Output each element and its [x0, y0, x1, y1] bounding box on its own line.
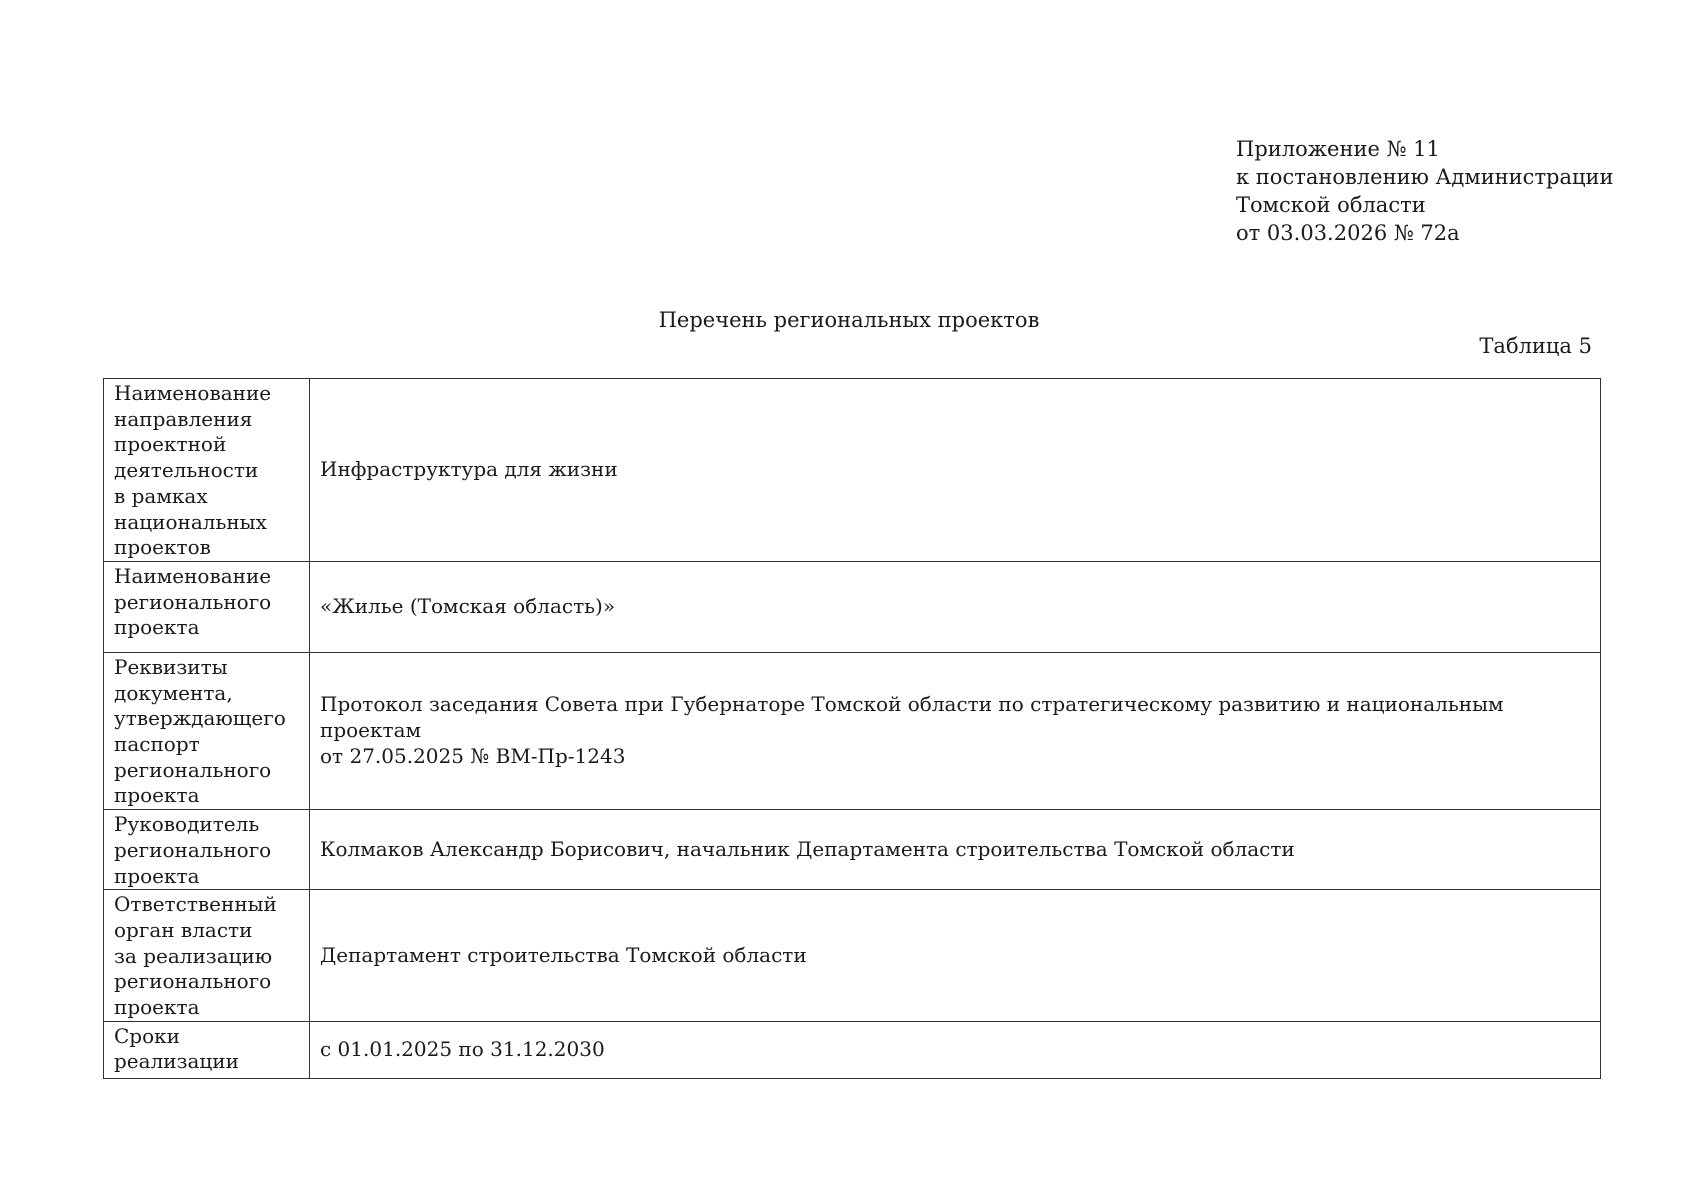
- row-label: Наименование регионального проекта: [104, 561, 310, 652]
- table-row: [104, 1021, 1601, 1078]
- row-label: Ответственный орган власти за реализацию регионального проекта: [104, 890, 310, 1022]
- table-row: [104, 561, 1601, 652]
- annex-reference: [1236, 135, 1614, 247]
- row-label: Сроки реализации: [104, 1021, 310, 1078]
- row-value: «Жилье (Томская область)»: [310, 561, 1601, 652]
- table-row: [104, 652, 1601, 809]
- regional-projects-table: [103, 378, 1601, 1079]
- table-row: [104, 810, 1601, 890]
- row-value: Протокол заседания Совета при Губернаторе Томской области по стратегическому развитию и национальным проектам от 27.05.2025 № ВМ-Пр-1243: [310, 652, 1601, 809]
- table-row: [104, 379, 1601, 562]
- table-number-label: Таблица 5: [1479, 334, 1592, 358]
- row-value: Инфраструктура для жизни: [310, 379, 1601, 562]
- annex-line: от 03.03.2026 № 72а: [1236, 221, 1460, 245]
- row-label: Руководитель регионального проекта: [104, 810, 310, 890]
- annex-line: к постановлению Администрации: [1236, 165, 1614, 189]
- row-label: Наименование направления проектной деятельности в рамках национальных проектов: [104, 379, 310, 562]
- row-value: Департамент строительства Томской области: [310, 890, 1601, 1022]
- annex-line: Томской области: [1236, 193, 1426, 217]
- row-label: Реквизиты документа, утверждающего паспорт регионального проекта: [104, 652, 310, 809]
- table-row: [104, 890, 1601, 1022]
- annex-line: Приложение № 11: [1236, 137, 1440, 161]
- document-title: Перечень региональных проектов: [658, 308, 1040, 332]
- row-value: Колмаков Александр Борисович, начальник Департамента строительства Томской области: [310, 810, 1601, 890]
- row-value: с 01.01.2025 по 31.12.2030: [310, 1021, 1601, 1078]
